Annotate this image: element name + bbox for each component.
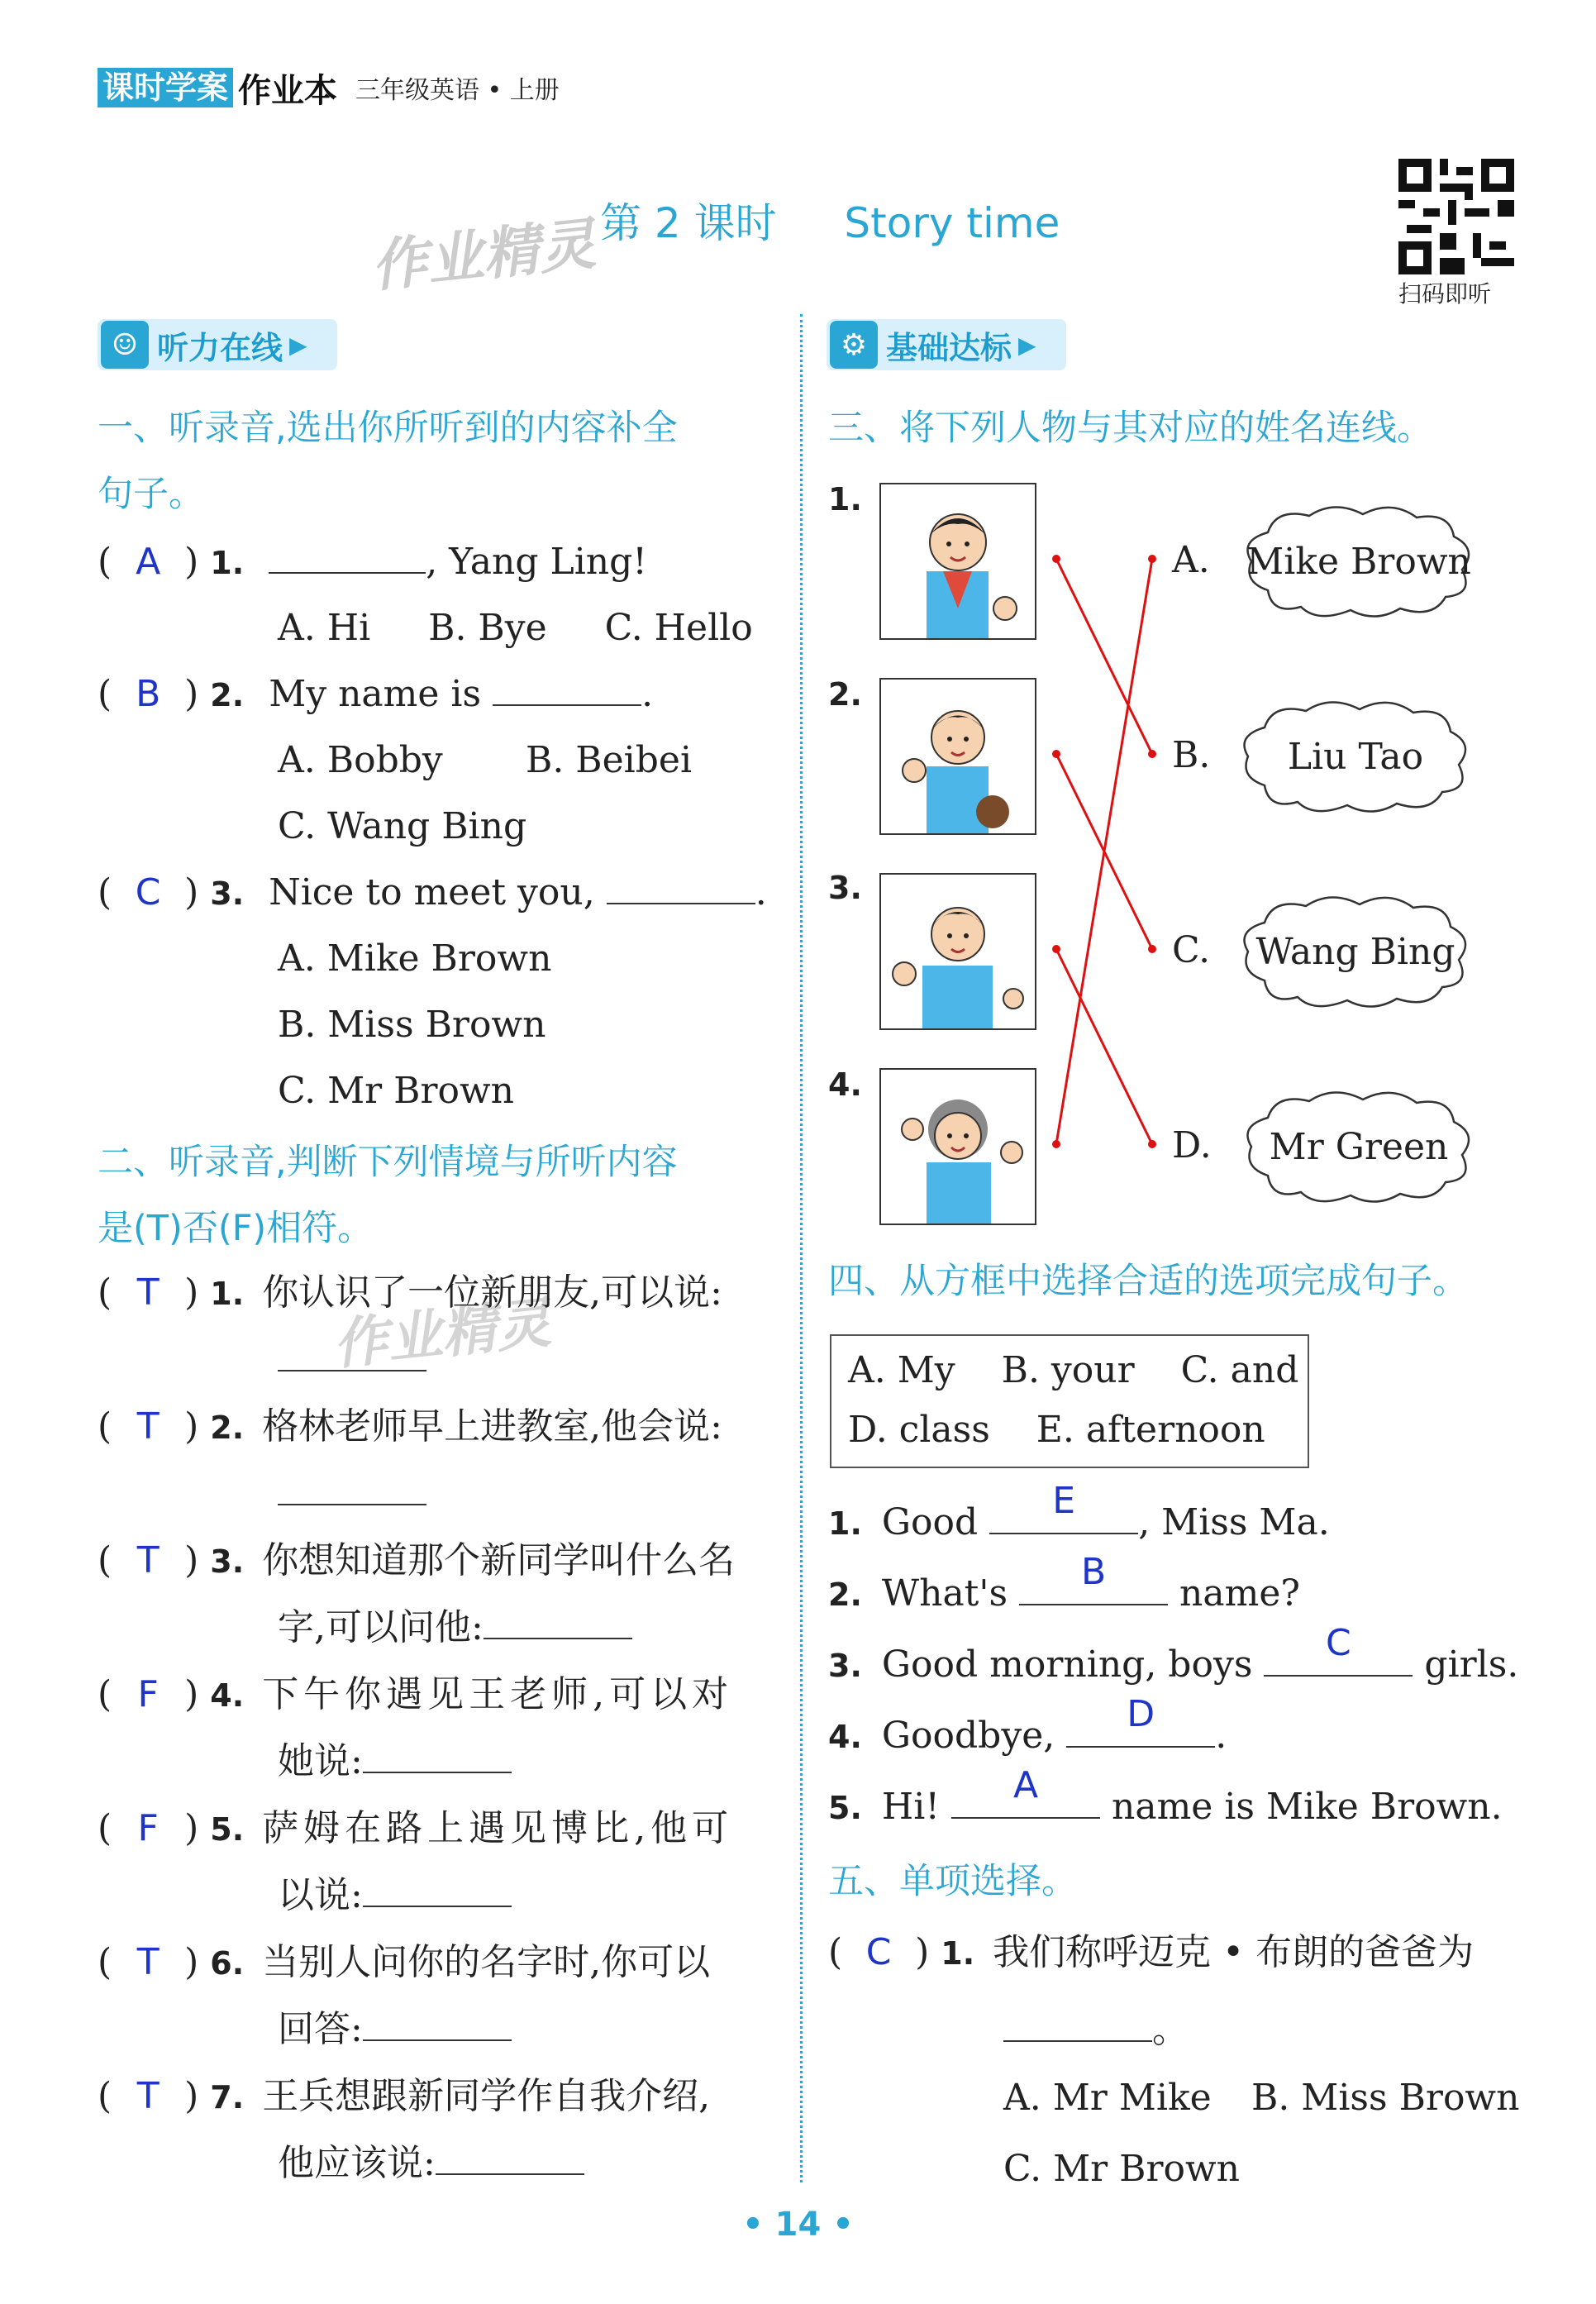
brand-part1: 课时学案 [98, 68, 233, 107]
fill-post: girls. [1424, 1643, 1519, 1686]
lesson-story: Story time [844, 199, 1060, 247]
q3-row: ( C ) 3. Nice to meet you, . [98, 868, 767, 918]
page-number: • 14 • [742, 2206, 854, 2244]
pic-number-3: 3. [828, 870, 862, 906]
tf-blank[interactable] [363, 1744, 512, 1773]
tf-number: 1. [210, 1276, 245, 1312]
qr-caption: 扫码即听 [1398, 280, 1492, 308]
mc-option-b: B. Miss Brown [1251, 2077, 1520, 2119]
mc-answer[interactable]: C [865, 1931, 892, 1973]
fill-answer: C [1326, 1622, 1351, 1664]
fill-item [828, 1551, 1300, 1619]
tf-number: 7. [210, 2079, 245, 2116]
tf-answer[interactable]: F [137, 1673, 159, 1715]
mc-period: 。 [1152, 2009, 1189, 2051]
tf-text: 萨姆在路上遇见博比,他可 [262, 1807, 734, 1849]
mc-row: ( C ) 1. 我们称呼迈克 • 布朗的爸爸为 [828, 1928, 1474, 1978]
mid-watermark: 作业精灵 [330, 1290, 554, 1377]
q3-option-a: A. Mike Brown [278, 937, 552, 980]
tf-text: 格林老师早上进教室,他会说: [262, 1405, 722, 1448]
sec2-title-line2: 是(T)否(F)相符。 [98, 1208, 374, 1249]
tf-item: ( F ) 4. 下午你遇见王老师,可以对 她说: [98, 1670, 733, 1786]
name-cloud-a [1235, 499, 1483, 623]
mc-option-c: C. Mr Brown [1003, 2148, 1240, 2190]
sec2-title-line1: 二、听录音,判断下列情境与所听内容 [98, 1142, 678, 1183]
tf-text-cont: 以说: [278, 1874, 363, 1916]
q2-option-a: A. Bobby [278, 739, 443, 781]
tf-text: 王兵想跟新同学作自我介绍, [262, 2075, 711, 2117]
q2-option-c: C. Wang Bing [278, 805, 527, 847]
tf-blank[interactable] [363, 2011, 512, 2041]
q2-option-b: B. Beibei [526, 739, 693, 781]
q1-number: 1. [210, 545, 245, 581]
header-subtitle: 三年级英语 • 上册 [355, 76, 560, 105]
fill-number: 4. [828, 1719, 862, 1755]
gear-icon: ⚙ [830, 321, 878, 369]
q2-answer[interactable]: B [136, 673, 161, 715]
fill-pre: Good morning, boys [881, 1643, 1253, 1686]
column-divider [800, 314, 803, 2182]
tf-text-cont: 他应该说: [278, 2142, 436, 2184]
fill-number: 1. [828, 1505, 862, 1542]
tf-item: ( F ) 5. 萨姆在路上遇见博比,他可 以说: [98, 1804, 733, 1920]
tf-blank[interactable] [363, 1877, 512, 1907]
tf-item: ( T ) 2. 格林老师早上进教室,他会说: [98, 1402, 722, 1519]
tf-answer[interactable]: T [136, 2075, 160, 2117]
sec5-title: 五、单项选择。 [828, 1861, 1077, 1902]
tf-text: 你想知道那个新同学叫什么名 [262, 1539, 736, 1581]
fill-post: , Miss Ma. [1138, 1501, 1330, 1543]
tf-number: 6. [210, 1945, 245, 1982]
q2-text: My name is [269, 673, 482, 715]
mc-option-a: A. Mr Mike [1003, 2077, 1212, 2119]
mc-number: 1. [941, 1935, 975, 1972]
fill-answer: B [1080, 1551, 1107, 1593]
tf-answer[interactable]: F [137, 1807, 159, 1849]
q3-blank[interactable] [607, 875, 755, 904]
name-cloud-d [1235, 1085, 1483, 1209]
q1-text: , Yang Ling! [426, 541, 647, 583]
q1-options: A. Hi B. Bye C. Hello [278, 607, 753, 649]
word-box-line1: A. My B. your C. and [848, 1349, 1299, 1391]
person-icon: ☺ [101, 321, 149, 369]
name-letter-b: B. [1172, 734, 1211, 776]
name-letter-a: A. [1172, 539, 1210, 581]
tf-blank[interactable] [484, 1610, 632, 1639]
lesson-watermark: 作业精灵 [368, 211, 599, 300]
fill-pre: What's [881, 1572, 1008, 1615]
basics-tag-label: 基础达标 [886, 329, 1012, 366]
name-letter-d: D. [1172, 1124, 1212, 1166]
fill-number: 3. [828, 1648, 862, 1684]
name-a: Mike Brown [1246, 540, 1471, 583]
mc-blank[interactable] [1003, 2012, 1152, 2042]
tf-blank[interactable] [436, 2145, 584, 2175]
tf-number: 5. [210, 1811, 245, 1848]
q1-row: ( A ) 1. , Yang Ling! [98, 537, 647, 588]
fill-answer: E [1052, 1480, 1076, 1522]
name-cloud-c [1232, 890, 1479, 1014]
tf-answer[interactable]: T [136, 1539, 160, 1581]
sec3-title: 三、将下列人物与其对应的姓名连线。 [828, 408, 1432, 449]
tf-number: 2. [210, 1410, 245, 1446]
listening-tag [98, 319, 337, 370]
listening-tag-label: 听力在线 [157, 329, 283, 366]
fill-item [828, 1480, 1330, 1548]
pic-number-1: 1. [828, 481, 862, 518]
tf-text: 你认识了一位新朋友,可以说: [262, 1271, 722, 1314]
fill-post: . [1215, 1715, 1227, 1757]
fill-number: 5. [828, 1790, 862, 1826]
sec1-title-line2: 句子。 [98, 474, 204, 515]
pic-number-2: 2. [828, 676, 862, 713]
fill-pre: Goodbye, [881, 1715, 1055, 1757]
tf-answer[interactable]: T [136, 1941, 160, 1983]
name-cloud-b [1232, 694, 1479, 818]
boy-picture-3 [879, 873, 1036, 1030]
fill-blank[interactable] [989, 1480, 1138, 1534]
name-b: Liu Tao [1287, 735, 1424, 778]
tf-blank[interactable] [278, 1476, 426, 1505]
tf-text-cont: 字,可以问他: [278, 1606, 484, 1648]
q2-row: ( B ) 2. My name is . [98, 670, 653, 720]
fill-item [828, 1622, 1519, 1691]
tf-text: 当别人问你的名字时,你可以 [262, 1941, 711, 1983]
tf-item: ( T ) 3. 你想知道那个新同学叫什么名 字,可以问他: [98, 1536, 735, 1653]
tf-text: 下午你遇见王老师,可以对 [262, 1673, 734, 1715]
header-brand [98, 66, 560, 109]
name-letter-c: C. [1172, 929, 1211, 971]
qr-code-icon[interactable] [1398, 159, 1514, 274]
tf-blank[interactable] [278, 1342, 426, 1371]
match-lines [1041, 529, 1157, 1190]
sec1-title-line1: 一、听录音,选出你所听到的内容补全 [98, 408, 678, 449]
fill-post: name is Mike Brown. [1112, 1786, 1503, 1828]
fill-answer: D [1127, 1693, 1155, 1735]
fill-answer: A [1012, 1764, 1039, 1806]
tf-text-cont: 她说: [278, 1740, 363, 1782]
tf-number: 4. [210, 1677, 245, 1714]
boy-picture-2 [879, 678, 1036, 835]
q3-text: Nice to meet you, [269, 871, 595, 913]
lesson-title [600, 190, 1060, 250]
q3-number: 3. [210, 875, 245, 912]
fill-pre: Hi! [881, 1786, 941, 1828]
boy-picture-1 [879, 483, 1036, 640]
name-c: Wang Bing [1255, 930, 1455, 973]
sec4-title: 四、从方框中选择合适的选项完成句子。 [828, 1261, 1468, 1302]
word-box-line2: D. class E. afternoon [848, 1409, 1265, 1451]
tf-item: ( T ) 6. 当别人问你的名字时,你可以 回答: [98, 1938, 710, 2054]
fill-blank[interactable] [951, 1764, 1100, 1819]
q1-answer[interactable]: A [136, 541, 161, 583]
fill-post: name? [1179, 1572, 1300, 1615]
tf-number: 3. [210, 1543, 245, 1580]
play-arrow-icon: ▶ [289, 331, 307, 359]
fill-number: 2. [828, 1577, 862, 1613]
name-d: Mr Green [1269, 1125, 1449, 1168]
play-arrow-icon: ▶ [1018, 331, 1036, 359]
mc-line2 [1003, 2006, 1189, 2055]
fill-pre: Good [881, 1501, 979, 1543]
lesson-number: 第 2 课时 [600, 199, 777, 247]
tf-answer[interactable]: T [136, 1271, 160, 1314]
boy-picture-4 [879, 1068, 1036, 1225]
fill-item [828, 1764, 1503, 1833]
fill-blank[interactable] [1066, 1693, 1215, 1748]
q3-option-c: C. Mr Brown [278, 1070, 514, 1112]
tf-text-cont: 回答: [278, 2008, 363, 2050]
q1-blank[interactable] [269, 544, 426, 574]
tf-item: ( T ) 1. 你认识了一位新朋友,可以说: [98, 1268, 722, 1385]
q2-blank[interactable] [493, 676, 641, 706]
fill-blank[interactable] [1264, 1622, 1413, 1677]
fill-blank[interactable] [1019, 1551, 1168, 1605]
q3-option-b: B. Miss Brown [278, 1004, 546, 1046]
basics-tag [827, 319, 1066, 370]
q3-answer[interactable]: C [135, 871, 161, 913]
word-box [830, 1334, 1309, 1468]
fill-item [828, 1693, 1227, 1762]
brand-part2: 作业本 [238, 71, 338, 110]
q2-number: 2. [210, 677, 245, 713]
tf-answer[interactable]: T [136, 1405, 160, 1448]
pic-number-4: 4. [828, 1066, 862, 1103]
mc-text: 我们称呼迈克 • 布朗的爸爸为 [993, 1931, 1475, 1973]
tf-item: ( T ) 7. 王兵想跟新同学作自我介绍, 他应该说: [98, 2072, 710, 2188]
